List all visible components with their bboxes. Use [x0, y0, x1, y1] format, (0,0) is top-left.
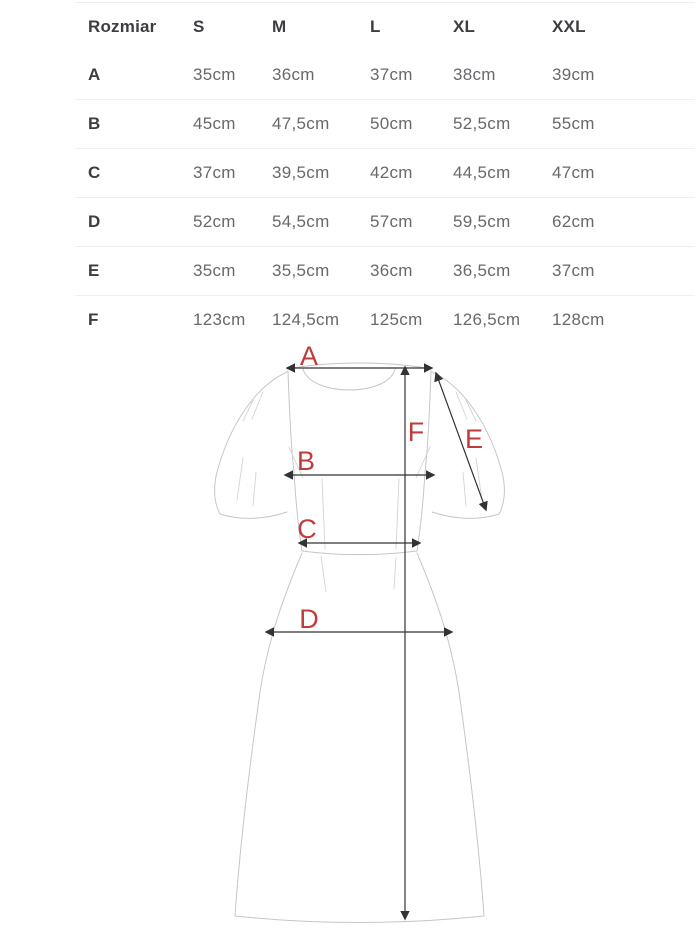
size-value: 52cm	[193, 198, 272, 247]
dress-outline	[215, 363, 505, 923]
measurement-label-a: A	[299, 341, 319, 371]
size-value: 36cm	[272, 51, 370, 100]
measurement-labels	[297, 341, 483, 634]
header-size-s: S	[193, 17, 205, 36]
size-value: 124,5cm	[272, 310, 340, 329]
size-value: 55cm	[552, 100, 695, 149]
size-value: 37cm	[552, 247, 695, 296]
size-value: 128cm	[552, 310, 605, 329]
measurement-label-e: E	[464, 424, 484, 454]
size-value: 50cm	[370, 100, 453, 149]
row-label: C	[75, 149, 193, 198]
size-value: 38cm	[453, 51, 552, 100]
header-rozmiar: Rozmiar	[88, 17, 157, 36]
measurement-label-b: B	[296, 446, 316, 476]
size-value: 36cm	[370, 247, 453, 296]
size-value: 37cm	[370, 51, 453, 100]
size-value: 39cm	[552, 51, 695, 100]
header-size-m: M	[272, 17, 287, 36]
size-value: 37cm	[193, 149, 272, 198]
row-label: A	[75, 51, 193, 100]
size-value: 39,5cm	[272, 149, 370, 198]
size-value: 44,5cm	[453, 149, 552, 198]
size-value: 52,5cm	[453, 100, 552, 149]
header-size-xl: XL	[453, 17, 476, 36]
size-value: 35cm	[193, 247, 272, 296]
row-label: D	[75, 198, 193, 247]
measurement-label-d: D	[299, 604, 319, 634]
size-value: 57cm	[370, 198, 453, 247]
size-value: 126,5cm	[453, 310, 521, 329]
size-value: 45cm	[193, 100, 272, 149]
size-value: 42cm	[370, 149, 453, 198]
size-value: 35,5cm	[272, 247, 370, 296]
size-value: 125cm	[370, 310, 423, 329]
row-label: F	[88, 310, 99, 329]
header-size-l: L	[370, 17, 381, 36]
size-value: 59,5cm	[453, 198, 552, 247]
size-value: 36,5cm	[453, 247, 552, 296]
size-value: 47cm	[552, 149, 695, 198]
size-value: 35cm	[193, 51, 272, 100]
header-size-xxl: XXL	[552, 17, 586, 36]
row-label: E	[75, 247, 193, 296]
measurement-label-f: F	[407, 417, 425, 447]
size-value: 123cm	[193, 310, 246, 329]
size-value: 54,5cm	[272, 198, 370, 247]
measurement-label-c: C	[297, 514, 317, 544]
size-value: 62cm	[552, 198, 695, 247]
size-value: 47,5cm	[272, 100, 370, 149]
row-label: B	[75, 100, 193, 149]
